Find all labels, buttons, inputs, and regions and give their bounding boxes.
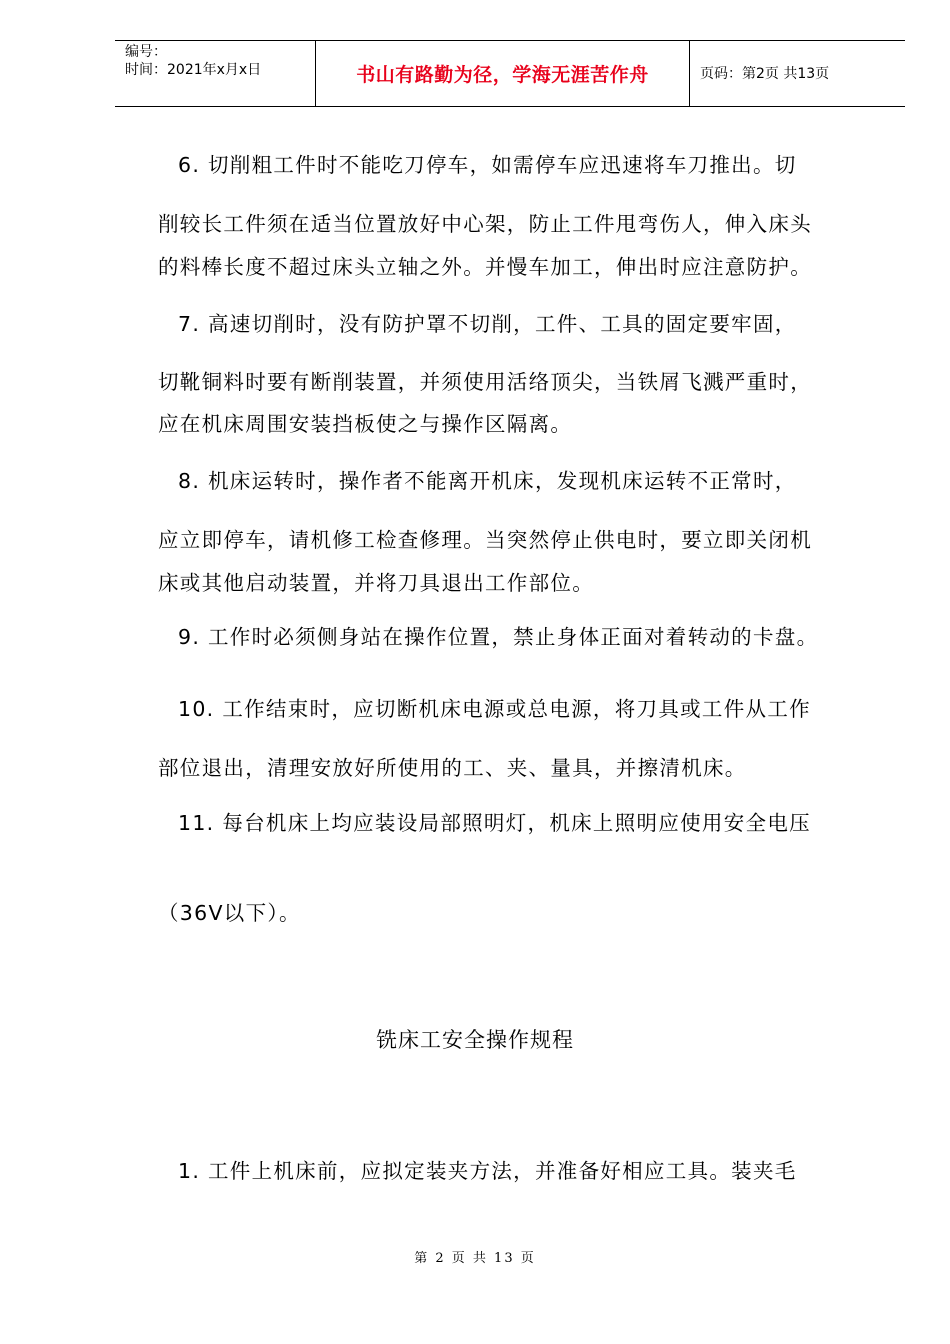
paragraph-line: 应立即停车，请机修工检查修理。当突然停止供电时，要立即关闭机 xyxy=(158,528,812,552)
paragraph-line: 6. 切削粗工件时不能吃刀停车，如需停车应迅速将车刀推出。切 xyxy=(178,153,797,177)
paragraph-line: 应在机床周围安装挡板使之与操作区隔离。 xyxy=(158,412,573,436)
paragraph-line: 的料棒长度不超过床头立轴之外。并慢车加工，伸出时应注意防护。 xyxy=(158,255,812,279)
header-page-cell xyxy=(690,41,905,106)
header-motto: 书山有路勤为径，学海无涯苦作舟 xyxy=(356,64,649,86)
paragraph-line: 1. 工件上机床前，应拟定装夹方法，并准备好相应工具。装夹毛 xyxy=(178,1159,797,1183)
date-label: 时间：2021年x月x日 xyxy=(125,62,262,78)
page-footer: 第 2 页 共 13 页 xyxy=(414,1251,536,1266)
header-meta-cell xyxy=(115,41,316,106)
paragraph-line: 切靴铜料时要有断削装置，并须使用活络顶尖，当铁屑飞溅严重时， xyxy=(158,370,812,394)
paragraph-line: 11. 每台机床上均应装设局部照明灯，机床上照明应使用安全电压 xyxy=(178,811,811,835)
header-motto-cell xyxy=(316,41,690,106)
header-page-info: 页码：第2页 共13页 xyxy=(700,66,830,82)
serial-label: 编号： xyxy=(125,44,167,60)
section-title: 铣床工安全操作规程 xyxy=(376,1028,574,1052)
paragraph-line: （36V以下）。 xyxy=(158,901,301,925)
page-header xyxy=(115,40,905,107)
paragraph-line: 削较长工件须在适当位置放好中心架，防止工件甩弯伤人，伸入床头 xyxy=(158,212,812,236)
paragraph-line: 7. 高速切削时，没有防护罩不切削，工件、工具的固定要牢固， xyxy=(178,312,797,336)
paragraph-line: 9. 工作时必须侧身站在操作位置，禁止身体正面对着转动的卡盘。 xyxy=(178,625,819,649)
paragraph-line: 8. 机床运转时，操作者不能离开机床，发现机床运转不正常时， xyxy=(178,469,797,493)
paragraph-line: 10. 工作结束时，应切断机床电源或总电源，将刀具或工件从工作 xyxy=(178,697,811,721)
paragraph-line: 床或其他启动装置，并将刀具退出工作部位。 xyxy=(158,571,594,595)
paragraph-line: 部位退出，清理安放好所使用的工、夹、量具，并擦清机床。 xyxy=(158,756,747,780)
